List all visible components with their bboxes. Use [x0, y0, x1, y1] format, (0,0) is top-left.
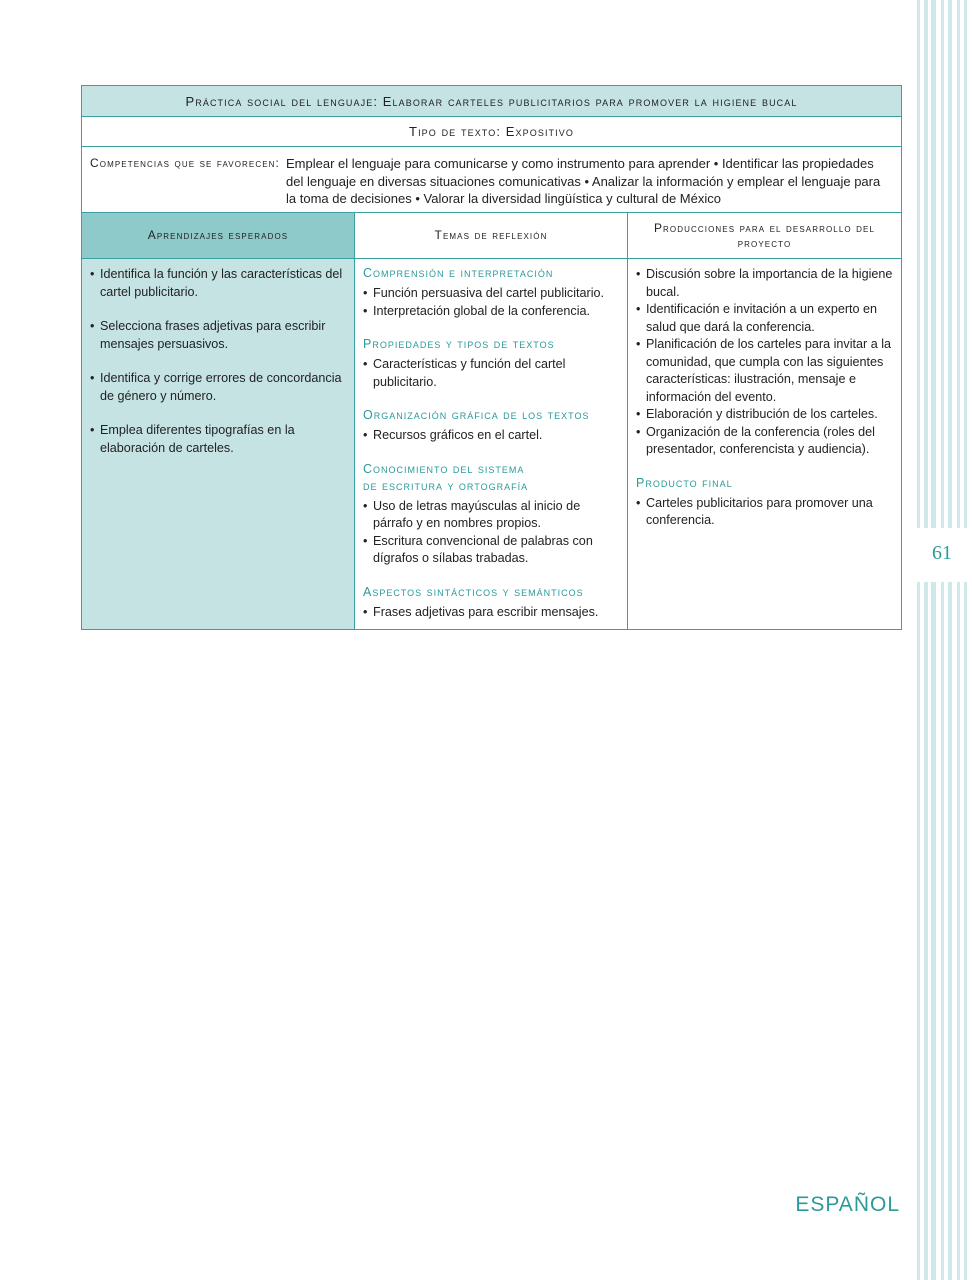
- final-product-title: Producto final: [636, 475, 733, 490]
- text-type-row: [82, 117, 901, 147]
- header-productions: Producciones para el desarrollo del proyecto: [628, 213, 901, 258]
- social-practice-title: Práctica social del lenguaje: Elaborar carteles publicitarios para promover la higiene bucal: [185, 93, 798, 109]
- content-row: [82, 259, 901, 629]
- topic-title: Organización gráfica de los textos: [363, 408, 590, 422]
- page-number: 61: [932, 542, 952, 564]
- list-item: • Selecciona frases adjetivas para escribir mensajes persuasivos.: [90, 318, 346, 353]
- productions-section: [636, 266, 893, 459]
- expected-learnings-column: [82, 259, 355, 629]
- header-reflection-topics: Temas de reflexión: [355, 213, 628, 258]
- curriculum-table: [81, 85, 902, 630]
- list-item: • Escritura convencional de palabras con dígrafos o sílabas trabadas.: [363, 533, 619, 568]
- topic-section: [363, 407, 619, 445]
- competencies-label: Competencias que se favorecen:: [90, 156, 280, 170]
- reflection-topics-column: [355, 259, 628, 629]
- competencies-text: Emplear el lenguaje para comunicarse y como instrumento para aprender • Identificar las propiedades del lenguaje en diversas situaciones comunicativas • Analizar la información y emplear el lenguaje para la toma de decisiones • Valorar la diversidad lingüística y cultural de México: [286, 156, 881, 206]
- list-item: • Carteles publicitarios para promover una conferencia.: [636, 495, 893, 530]
- topic-title: Aspectos sintácticos y semánticos: [363, 584, 584, 599]
- list-item: • Recursos gráficos en el cartel.: [363, 427, 619, 445]
- text-type: Tipo de texto: Expositivo: [409, 124, 574, 139]
- competencies-row: [82, 147, 901, 213]
- list-item: • Uso de letras mayúsculas al inicio de párrafo y en nombres propios.: [363, 498, 619, 533]
- list-item: • Identifica y corrige errores de concordancia de género y número.: [90, 370, 346, 405]
- list-item: • Discusión sobre la importancia de la higiene bucal.: [636, 266, 893, 301]
- topic-title: Comprensión e interpretación: [363, 266, 554, 280]
- list-item: • Características y función del cartel publicitario.: [363, 356, 619, 391]
- list-item: • Planificación de los carteles para invitar a la comunidad, que cumpla con las siguientes características: ilustración, mensaje e información del evento.: [636, 336, 893, 406]
- column-headers-row: [82, 213, 901, 259]
- table-title-row: [82, 86, 901, 117]
- subject-footer: ESPAÑOL: [795, 1193, 900, 1216]
- list-item: • Emplea diferentes tipografías en la elaboración de carteles.: [90, 422, 346, 457]
- margin-stripes: [914, 0, 972, 1280]
- list-item: • Función persuasiva del cartel publicitario.: [363, 285, 619, 303]
- expected-learnings-list: [90, 266, 346, 457]
- topic-section: [363, 461, 619, 568]
- topic-title: Conocimiento del sistema de escritura y ortografía: [363, 461, 529, 493]
- topic-title: Propiedades y tipos de textos: [363, 337, 555, 351]
- list-item: • Identificación e invitación a un experto en salud que dará la conferencia.: [636, 301, 893, 336]
- header-expected-learnings: Aprendizajes esperados: [82, 213, 355, 258]
- topic-section: [363, 336, 619, 391]
- final-product-section: [636, 475, 893, 530]
- list-item: • Organización de la conferencia (roles del presentador, conferencista y audiencia).: [636, 424, 893, 459]
- topic-section: [363, 584, 619, 622]
- topic-section: [363, 265, 619, 320]
- list-item: • Frases adjetivas para escribir mensajes.: [363, 604, 619, 622]
- productions-column: [628, 259, 901, 629]
- list-item: • Elaboración y distribución de los carteles.: [636, 406, 893, 424]
- list-item: • Identifica la función y las características del cartel publicitario.: [90, 266, 346, 301]
- list-item: • Interpretación global de la conferencia.: [363, 303, 619, 321]
